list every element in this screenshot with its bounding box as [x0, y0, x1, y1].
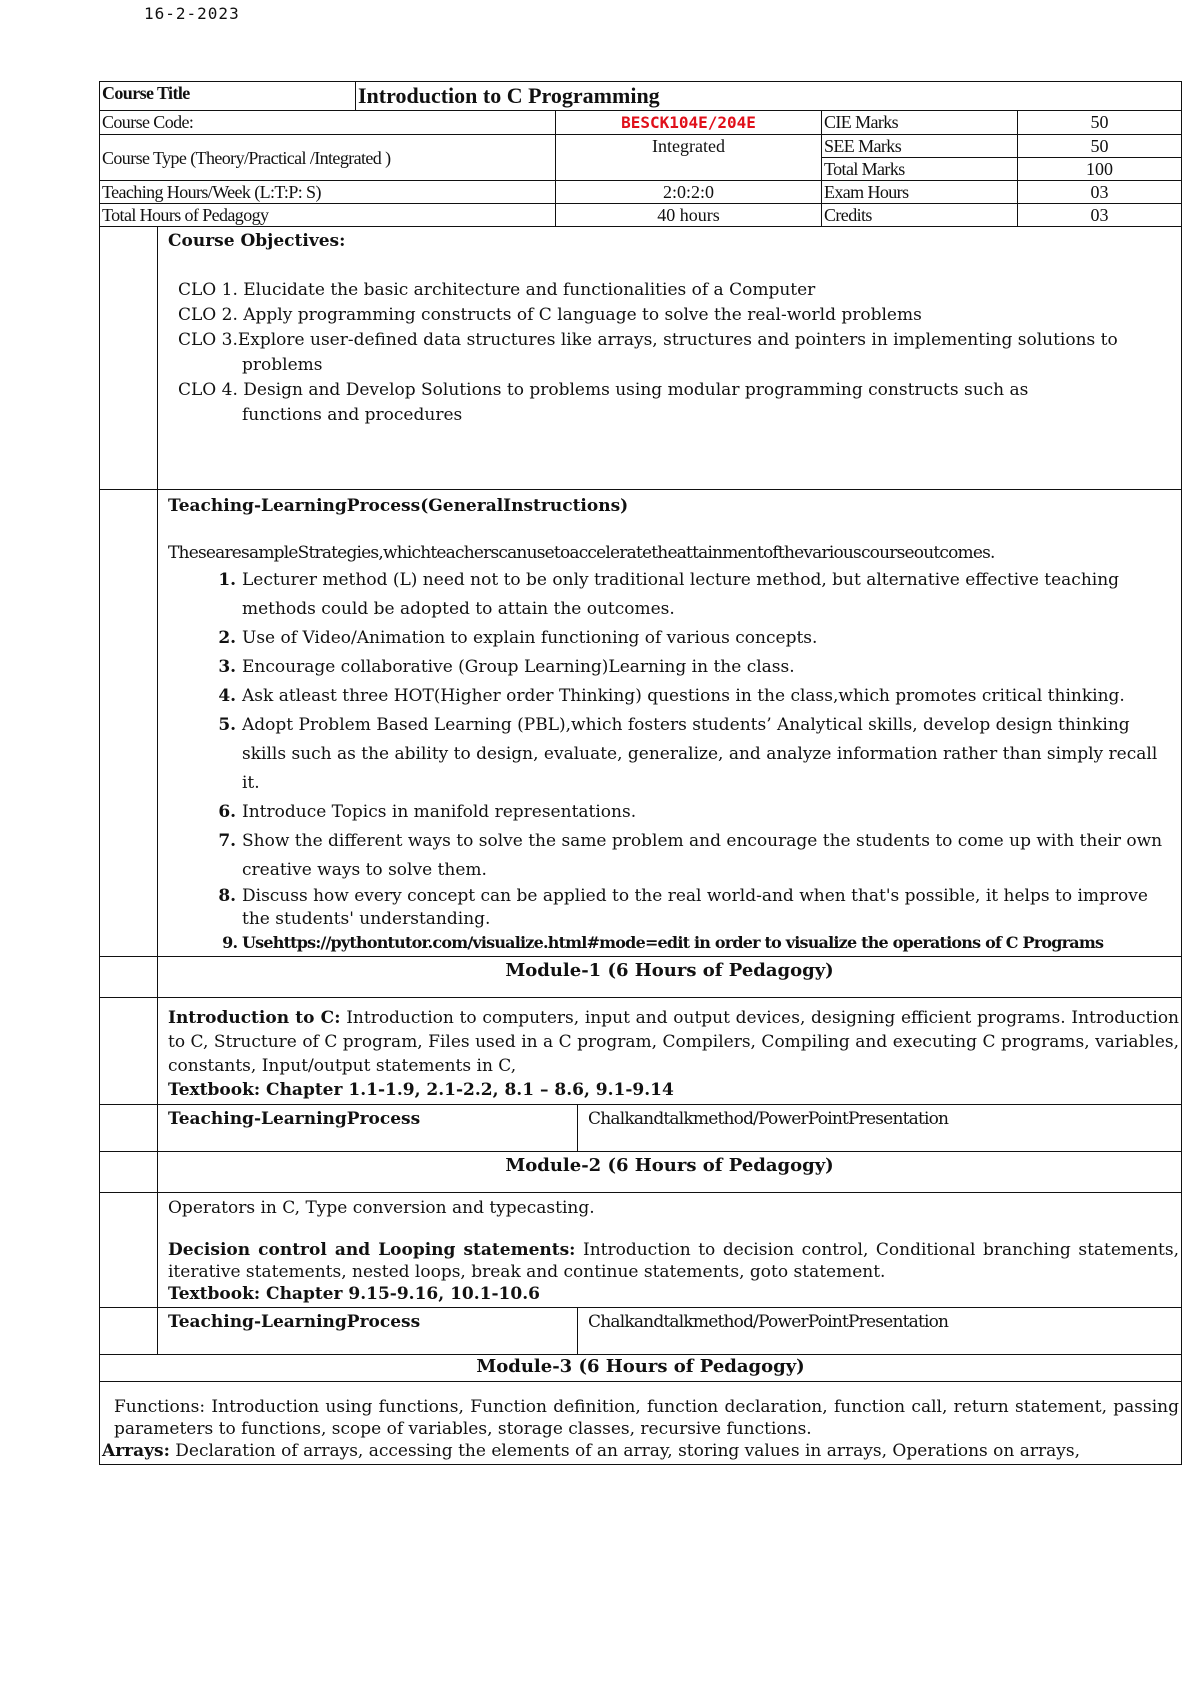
module2-tlp-label: Teaching-LearningProcess [158, 1308, 578, 1355]
tlp-item: 9. Usehttps://pythontutor.com/visualize.html#mode=edit in order to visualize the operations of C Programs [242, 931, 1179, 954]
see-marks-label: SEE Marks [822, 135, 1018, 158]
course-code-row [100, 111, 1182, 135]
clo-2: CLO 2. Apply programming constructs of C language to solve the real-world problems [178, 305, 922, 325]
objectives-heading: Course Objectives: [168, 231, 346, 251]
pedagogy-label: Total Hours of Pedagogy [100, 204, 556, 227]
module1-content-row [100, 998, 1182, 1105]
module1-textbook: Textbook: Chapter 1.1-1.9, 2.1-2.2, 8.1 – 8.6, 9.1-9.14 [168, 1080, 674, 1100]
teaching-hours-value: 2:0:2:0 [556, 181, 822, 204]
course-type-label: Course Type (Theory/Practical /Integrated ) [100, 135, 556, 181]
module2-content [158, 1193, 1182, 1308]
module1-lead: Introduction to C: [168, 1008, 341, 1028]
document-date: 16-2-2023 [144, 4, 240, 23]
module3-arrays-text: Declaration of arrays, accessing the elements of an array, storing values in arrays, Operations on arrays, [169, 1441, 1080, 1461]
tlp-item: 1. Lecturer method (L) need not to be only traditional lecture method, but alternative effective teaching methods could be adopted to attain the outcomes. [242, 566, 1179, 624]
module2-intro: Operators in C, Type conversion and typecasting. [168, 1198, 595, 1218]
tlp-intro: ThesearesampleStrategies,whichteacherscanusetoacceleratetheattainmentofthevariouscourseoutcomes. [168, 543, 995, 563]
clo-list [168, 278, 1179, 428]
total-marks-label: Total Marks [822, 158, 1018, 181]
course-type-value: Integrated [556, 135, 822, 181]
module2-text: Introduction to decision control, Conditional branching statements, iterative statements, nested loops, break and continue statements, goto statement. [168, 1240, 1180, 1282]
module3-content [100, 1382, 1182, 1465]
credits-label: Credits [822, 204, 1018, 227]
module1-tlp-row [100, 1105, 1182, 1152]
module2-tlp-value: Chalkandtalkmethod/PowerPointPresentation [578, 1308, 1182, 1355]
module2-lead: Decision control and Looping statements: [168, 1240, 576, 1260]
course-code: BESCK104E/204E [621, 113, 756, 132]
pedagogy-value: 40 hours [556, 204, 822, 227]
clo-1: CLO 1. Elucidate the basic architecture and functionalities of a Computer [178, 280, 816, 300]
tlp-item: 4. Ask atleast three HOT(Higher order Thinking) questions in the class,which promotes critical thinking. [242, 682, 1179, 711]
cie-marks-value: 50 [1018, 111, 1182, 135]
course-title-row [100, 82, 1182, 111]
tlp-list [168, 566, 1179, 954]
module3-functions: Functions: Introduction using functions, Function definition, function declaration, function call, return statement, passing parameters to functions, scope of variables, storage classes, recursive functions. [114, 1397, 1180, 1439]
exam-hours-label: Exam Hours [822, 181, 1018, 204]
module2-title: Module-2 (6 Hours of Pedagogy) [158, 1152, 1182, 1193]
objectives-cell [158, 227, 1182, 490]
module1-tlp-value: Chalkandtalkmethod/PowerPointPresentation [578, 1105, 1182, 1152]
clo-3 [178, 328, 1179, 378]
module3-title: Module-3 (6 Hours of Pedagogy) [100, 1355, 1182, 1382]
pedagogy-row [100, 204, 1182, 227]
teaching-hours-label: Teaching Hours/Week (L:T:P: S) [100, 181, 556, 204]
clo-4-cont: functions and procedures [242, 405, 463, 425]
module1-tlp-label: Teaching-LearningProcess [158, 1105, 578, 1152]
course-info-table [99, 81, 1182, 227]
credits-value: 03 [1018, 204, 1182, 227]
objectives-row [100, 227, 1182, 490]
tlp-row [100, 490, 1182, 957]
course-type-row [100, 135, 1182, 158]
exam-hours-value: 03 [1018, 181, 1182, 204]
tlp-item: 2. Use of Video/Animation to explain functioning of various concepts. [242, 624, 1179, 653]
module1-title: Module-1 (6 Hours of Pedagogy) [158, 957, 1182, 998]
syllabus-body-table [99, 227, 1182, 1465]
module2-tlp-row [100, 1308, 1182, 1355]
tlp-item: 5. Adopt Problem Based Learning (PBL),which fosters students’ Analytical skills, develop design thinking skills such as the ability to design, evaluate, generalize, and analyze information rather than simply recall it. [242, 711, 1179, 798]
module2-textbook: Textbook: Chapter 9.15-9.16, 10.1-10.6 [168, 1284, 540, 1304]
module1-title-row [100, 957, 1182, 998]
total-marks-value: 100 [1018, 158, 1182, 181]
tlp-item: 3. Encourage collaborative (Group Learning)Learning in the class. [242, 653, 1179, 682]
module1-text: Introduction to computers, input and output devices, designing efficient programs. Introduction to C, Structure of C program, Files used in a C program, Compilers, Compiling and executing C programs, variables, constants, Input/output statements in C, [168, 1008, 1180, 1076]
module3-content-row [100, 1382, 1182, 1465]
module3-title-row [100, 1355, 1182, 1382]
tlp-item: 6. Introduce Topics in manifold representations. [242, 798, 1179, 827]
tlp-heading: Teaching-LearningProcess(GeneralInstructions) [168, 496, 629, 516]
teaching-hours-row [100, 181, 1182, 204]
module2-title-row [100, 1152, 1182, 1193]
clo-4-text: CLO 4. Design and Develop Solutions to problems using modular programming constructs such as [178, 380, 1029, 400]
module2-content-row [100, 1193, 1182, 1308]
clo-3-cont: problems [242, 355, 323, 375]
syllabus-page [99, 81, 1181, 1465]
tlp-item: 7. Show the different ways to solve the same problem and encourage the students to come up with their own creative ways to solve them. [242, 827, 1179, 885]
module1-content [158, 998, 1182, 1105]
course-title: Introduction to C Programming [356, 82, 1182, 111]
clo-3-text: CLO 3.Explore user-defined data structures like arrays, structures and pointers in implementing solutions to [178, 330, 1118, 350]
cie-marks-label: CIE Marks [822, 111, 1018, 135]
course-title-label: Course Title [100, 82, 356, 111]
tlp-item: 8. Discuss how every concept can be applied to the real world-and when that's possible, it helps to improve the students' understanding. [242, 885, 1179, 931]
course-code-label: Course Code: [100, 111, 556, 135]
tlp-cell [158, 490, 1182, 957]
module3-arrays-lead: Arrays: [102, 1441, 170, 1461]
clo-4 [178, 378, 1179, 428]
see-marks-value: 50 [1018, 135, 1182, 158]
